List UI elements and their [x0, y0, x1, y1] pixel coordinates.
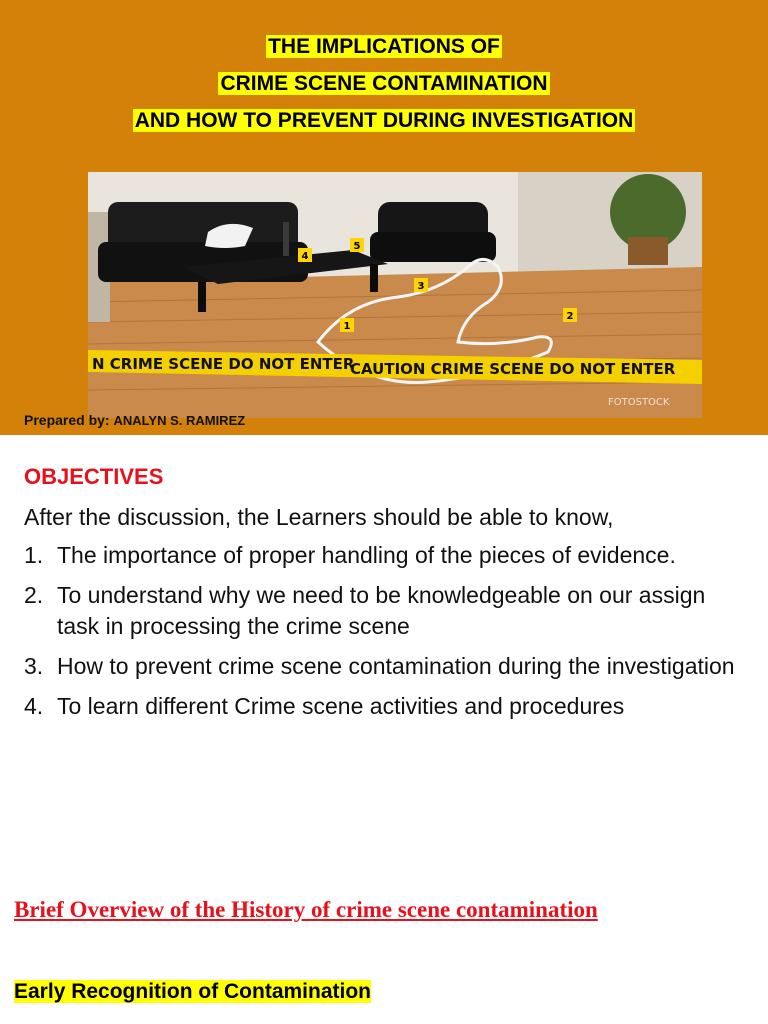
- table-leg: [370, 264, 378, 292]
- evidence-marker-label: 2: [566, 311, 574, 322]
- objectives-heading: OBJECTIVES: [24, 464, 164, 489]
- list-item: [24, 651, 744, 682]
- list-item: [24, 540, 744, 571]
- title-line-3: AND HOW TO PREVENT DURING INVESTIGATION: [134, 109, 634, 132]
- objectives-intro: After the discussion, the Learners should be able to know,: [24, 504, 614, 530]
- bottle: [283, 222, 289, 256]
- prepared-by: [24, 412, 245, 428]
- plant-pot: [628, 237, 668, 265]
- early-recognition-heading: Early Recognition of Contamination: [14, 980, 372, 1003]
- list-text: The importance of proper handling of the pieces of evidence.: [57, 542, 676, 568]
- prepared-by-label: Prepared by:: [24, 412, 110, 428]
- list-number: 1.: [24, 542, 44, 568]
- crime-scene-illustration: [88, 172, 702, 418]
- objectives-list: [24, 540, 744, 731]
- photo-watermark: FOTOSTOCK: [608, 397, 670, 408]
- list-text: To learn different Crime scene activities and procedures: [57, 693, 625, 719]
- evidence-marker-label: 5: [353, 241, 361, 252]
- title-line-1: THE IMPLICATIONS OF: [268, 35, 500, 58]
- title-line-2: CRIME SCENE CONTAMINATION: [220, 72, 548, 95]
- overview-heading: Brief Overview of the History of crime scene contamination: [14, 897, 598, 922]
- evidence-marker-label: 4: [301, 251, 309, 262]
- table-leg: [198, 282, 206, 312]
- armchair-seat: [370, 232, 496, 262]
- list-text: How to prevent crime scene contamination during the investigation: [57, 653, 735, 679]
- list-item: [24, 580, 744, 642]
- list-item: [24, 691, 744, 722]
- title-slide: [0, 0, 768, 435]
- list-number: 3.: [24, 653, 44, 679]
- evidence-marker-label: 1: [343, 321, 351, 332]
- crime-scene-photo: [88, 172, 702, 418]
- list-number: 2.: [24, 582, 44, 608]
- list-text: To understand why we need to be knowledgeable on our assign task in processing the crime scene: [57, 582, 706, 639]
- tape-text-left: N CRIME SCENE DO NOT ENTER: [92, 355, 355, 373]
- tape-text-right: CAUTION CRIME SCENE DO NOT ENTER: [350, 360, 676, 378]
- evidence-marker-label: 3: [417, 281, 425, 292]
- author-name: ANALYN S. RAMIREZ: [113, 413, 246, 428]
- list-number: 4.: [24, 693, 44, 719]
